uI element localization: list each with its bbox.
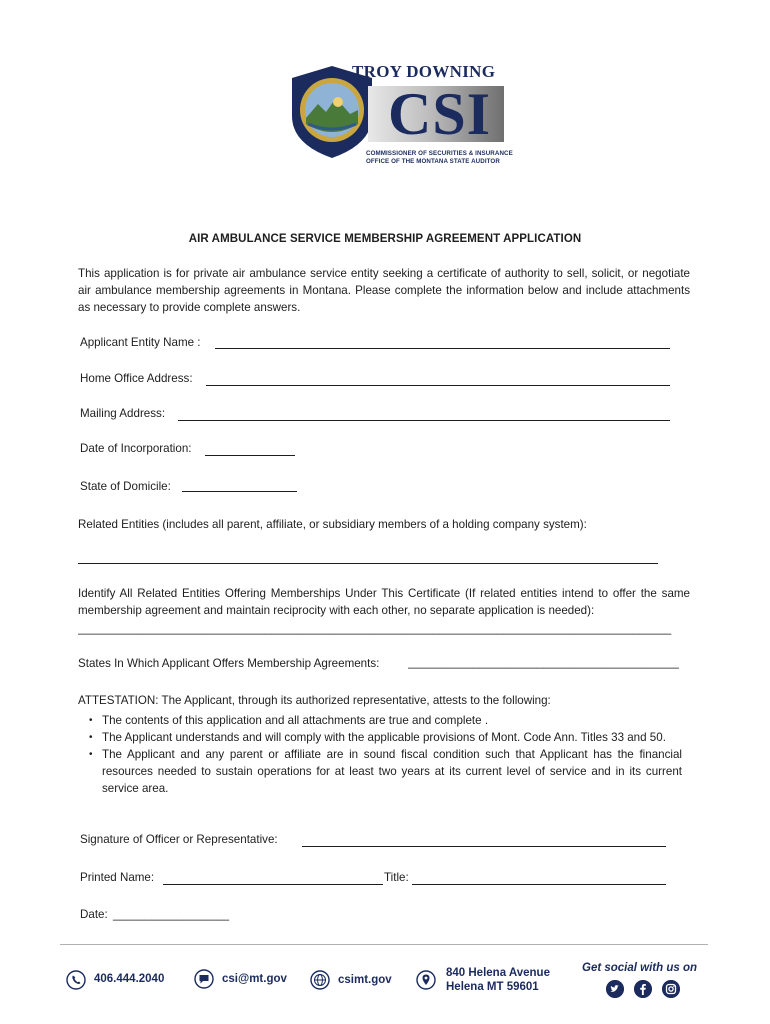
attestation-item: • The contents of this application and all attachments are true and complete . xyxy=(78,712,682,729)
location-pin-icon xyxy=(416,970,436,990)
logo-subtitle-2: OFFICE OF THE MONTANA STATE AUDITOR xyxy=(366,158,500,165)
date-field[interactable]: __________________ xyxy=(113,908,230,921)
attestation-list xyxy=(78,712,682,797)
printed-name-field[interactable] xyxy=(163,884,383,885)
signature-field[interactable] xyxy=(302,846,666,847)
states-label: States In Which Applicant Offers Membership Agreements: xyxy=(78,657,380,670)
footer-address-line2: Helena MT 59601 xyxy=(446,981,539,993)
csi-logo xyxy=(288,62,513,174)
date-label: Date: xyxy=(80,908,108,921)
globe-icon xyxy=(310,970,330,990)
domicile-label: State of Domicile: xyxy=(80,480,171,493)
mailing-address-label: Mailing Address: xyxy=(80,407,166,420)
home-office-label: Home Office Address: xyxy=(80,372,193,385)
logo-acronym: CSI xyxy=(388,81,492,147)
incorporation-date-label: Date of Incorporation: xyxy=(80,442,192,455)
attestation-item: • The Applicant understands and will comply with the applicable provisions of Mont. Code Ann. Titles 33 and 50. xyxy=(78,729,682,746)
states-field[interactable]: __________________________________________ xyxy=(408,656,679,669)
footer-email[interactable]: csi@mt.gov xyxy=(222,973,287,985)
domicile-field[interactable] xyxy=(182,491,297,492)
related-entities-field[interactable] xyxy=(78,563,658,564)
form-title: AIR AMBULANCE SERVICE MEMBERSHIP AGREEMENT APPLICATION xyxy=(188,233,582,245)
chat-icon xyxy=(194,969,214,989)
footer-website[interactable]: csimt.gov xyxy=(338,974,392,986)
title-label: Title: xyxy=(384,871,409,884)
instagram-icon[interactable] xyxy=(662,980,680,998)
attestation-item: • The Applicant and any parent or affiliate are in sound fiscal condition such that Applicant has the financial resources needed to sustain operations for at least two years at its current level of service and in its current service area. xyxy=(78,746,682,797)
footer-divider xyxy=(60,944,708,945)
logo-name: TROY DOWNING xyxy=(352,62,496,81)
intro-paragraph: This application is for private air ambulance service entity seeking a certificate of authority to sell, solicit, or negotiate air ambulance membership agreements in Montana. Please complete the information below and include attachments as necessary to provide complete answers. xyxy=(78,267,690,314)
related-entities-label: Related Entities (includes all parent, affiliate, or subsidiary members of a holding company system): xyxy=(78,518,587,531)
footer-phone[interactable]: 406.444.2040 xyxy=(94,973,165,985)
mailing-address-field[interactable] xyxy=(178,420,670,421)
twitter-icon[interactable] xyxy=(606,980,624,998)
title-field[interactable] xyxy=(412,884,666,885)
facebook-icon[interactable] xyxy=(634,980,652,998)
incorporation-date-field[interactable] xyxy=(205,455,295,456)
identify-entities-field[interactable]: ____________________________________________________________________________________________ xyxy=(78,622,672,635)
identify-entities-label: Identify All Related Entities Offering Memberships Under This Certificate (If related entities intend to offer the same membership agreement and maintain reciprocity with each other, no separate application is needed): xyxy=(78,587,690,617)
home-office-field[interactable] xyxy=(206,385,670,386)
phone-icon xyxy=(66,970,86,990)
entity-name-field[interactable] xyxy=(215,348,670,349)
social-heading: Get social with us on xyxy=(582,962,698,974)
footer-address-line1: 840 Helena Avenue xyxy=(446,967,550,979)
entity-name-label: Applicant Entity Name : xyxy=(80,336,201,349)
logo-subtitle-1: COMMISSIONER OF SECURITIES & INSURANCE xyxy=(366,150,513,157)
attestation-heading: ATTESTATION: The Applicant, through its authorized representative, attests to the following: xyxy=(78,694,551,707)
signature-label: Signature of Officer or Representative: xyxy=(80,833,278,846)
printed-name-label: Printed Name: xyxy=(80,871,155,884)
